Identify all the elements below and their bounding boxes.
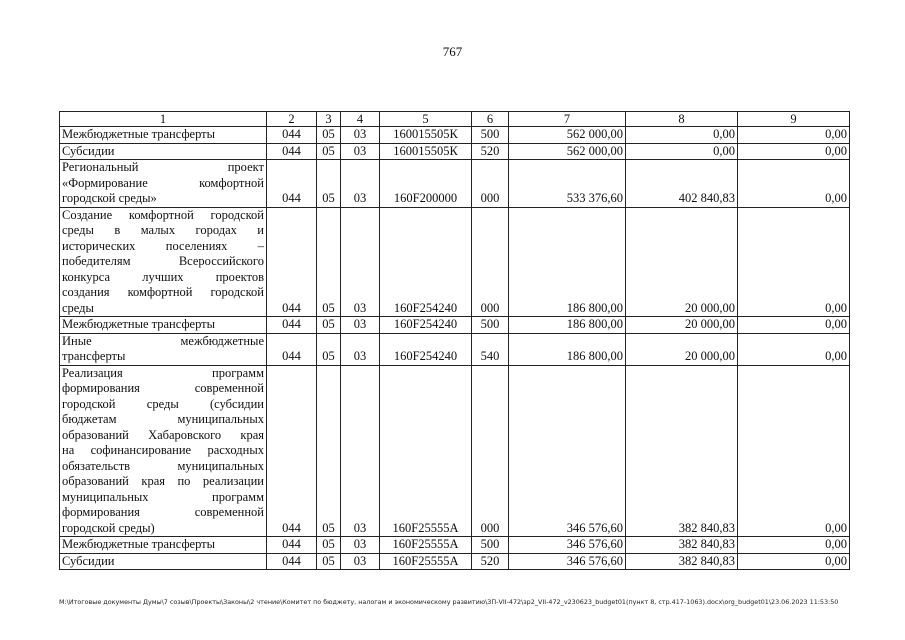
table-row [60, 553, 850, 570]
cell-c8: 20 000,00 [626, 207, 738, 317]
row-name-cell [60, 127, 267, 144]
row-name-line: Реализация программ [62, 365, 264, 380]
table-row [60, 333, 850, 365]
header-cell: 2 [267, 112, 317, 127]
row-name-line: конкурса лучших проектов [62, 269, 264, 284]
cell-c2: 044 [267, 207, 317, 317]
row-name-line: среды [62, 300, 94, 315]
cell-c4: 03 [341, 143, 380, 160]
cell-c9: 0,00 [738, 317, 850, 334]
row-name-line: «Формирование комфортной [62, 175, 264, 190]
header-row [60, 112, 850, 127]
cell-c8: 0,00 [626, 143, 738, 160]
cell-c7: 346 576,60 [509, 537, 626, 554]
cell-c7: 346 576,60 [509, 365, 626, 537]
cell-c5: 160F254240 [380, 333, 472, 365]
cell-c4: 03 [341, 537, 380, 554]
row-name-line: бюджетам муниципальных [62, 412, 264, 426]
row-name-line: образований края по реализации [62, 474, 264, 488]
row-name-line: формирования современной [62, 505, 264, 519]
cell-c4: 03 [341, 317, 380, 334]
table-row [60, 537, 850, 554]
cell-c3: 05 [317, 553, 341, 570]
cell-c6: 540 [472, 333, 509, 365]
cell-c8: 0,00 [626, 127, 738, 144]
cell-c8: 382 840,83 [626, 537, 738, 554]
cell-c6: 520 [472, 143, 509, 160]
cell-c7: 562 000,00 [509, 143, 626, 160]
cell-c5: 160F200000 [380, 160, 472, 208]
header-cell: 5 [380, 112, 472, 127]
row-name-line: Межбюджетные трансферты [62, 537, 216, 551]
cell-c8: 20 000,00 [626, 317, 738, 334]
table-row [60, 143, 850, 160]
row-name-cell [60, 207, 267, 317]
row-name-line: Субсидии [62, 553, 115, 568]
cell-c2: 044 [267, 160, 317, 208]
table-row [60, 317, 850, 334]
row-name-cell [60, 160, 267, 208]
cell-c5: 160F254240 [380, 317, 472, 334]
cell-c9: 0,00 [738, 537, 850, 554]
cell-c5: 160F254240 [380, 207, 472, 317]
table-row [60, 160, 850, 208]
cell-c2: 044 [267, 553, 317, 570]
cell-c2: 044 [267, 537, 317, 554]
row-name-cell [60, 553, 267, 570]
cell-c6: 500 [472, 127, 509, 144]
cell-c4: 03 [341, 365, 380, 537]
row-name-line: исторических поселениях – [62, 238, 264, 253]
header-cell: 9 [738, 112, 850, 127]
cell-c9: 0,00 [738, 160, 850, 208]
row-name-line: на софинансирование расходных [62, 443, 264, 457]
cell-c6: 000 [472, 160, 509, 208]
row-name-line: победителям Всероссийского [62, 254, 264, 268]
row-name-line: Создание комфортной городской [62, 207, 264, 222]
cell-c3: 05 [317, 317, 341, 334]
budget-table [59, 111, 850, 570]
cell-c6: 520 [472, 553, 509, 570]
row-name-line: создания комфортной городской [62, 285, 264, 299]
cell-c3: 05 [317, 333, 341, 365]
cell-c9: 0,00 [738, 365, 850, 537]
cell-c5: 160015505К [380, 143, 472, 160]
row-name-line: трансферты [62, 349, 126, 363]
row-name-line: городской среды» [62, 191, 157, 205]
cell-c7: 186 800,00 [509, 333, 626, 365]
cell-c3: 05 [317, 365, 341, 537]
cell-c3: 05 [317, 127, 341, 144]
row-name-line: муниципальных программ [62, 489, 264, 504]
cell-c9: 0,00 [738, 333, 850, 365]
row-name-line: образований Хабаровского края [62, 427, 264, 442]
header-cell: 4 [341, 112, 380, 127]
table-row [60, 207, 850, 317]
cell-c9: 0,00 [738, 143, 850, 160]
cell-c3: 05 [317, 207, 341, 317]
cell-c3: 05 [317, 537, 341, 554]
cell-c8: 382 840,83 [626, 365, 738, 537]
cell-c9: 0,00 [738, 207, 850, 317]
cell-c8: 382 840,83 [626, 553, 738, 570]
cell-c5: 160F25555А [380, 365, 472, 537]
row-name-cell [60, 365, 267, 537]
cell-c8: 20 000,00 [626, 333, 738, 365]
file-path-footer: M:\Итоговые документы Думы\7 созыв\Проекты\Законы\2 чтение\Комитет по бюджету, налогам и экономическому развитию\ЗП-VII-472\зр2_VII-472_v230623_budget01(пункт 8, стр.417-1063).docx\org_budget01\23.06.2023 11:53:50 [59, 598, 839, 606]
cell-c2: 044 [267, 127, 317, 144]
cell-c5: 160015505К [380, 127, 472, 144]
cell-c2: 044 [267, 365, 317, 537]
cell-c5: 160F25555А [380, 537, 472, 554]
row-name-cell [60, 333, 267, 365]
cell-c7: 346 576,60 [509, 553, 626, 570]
table-row [60, 127, 850, 144]
page-number: 767 [442, 44, 463, 59]
row-name-cell [60, 317, 267, 334]
cell-c7: 186 800,00 [509, 317, 626, 334]
cell-c9: 0,00 [738, 553, 850, 570]
cell-c3: 05 [317, 160, 341, 208]
row-name-line: городской среды) [62, 520, 155, 535]
row-name-line: обязательств муниципальных [62, 458, 264, 473]
cell-c7: 533 376,60 [509, 160, 626, 208]
cell-c7: 186 800,00 [509, 207, 626, 317]
row-name-line: Межбюджетные трансферты [62, 127, 216, 141]
table-row [60, 365, 850, 537]
row-name-line: городской среды (субсидии [62, 396, 264, 411]
row-name-line: Иные межбюджетные [62, 333, 264, 348]
cell-c5: 160F25555А [380, 553, 472, 570]
cell-c4: 03 [341, 333, 380, 365]
cell-c2: 044 [267, 333, 317, 365]
cell-c6: 000 [472, 365, 509, 537]
row-name-cell [60, 537, 267, 554]
cell-c6: 000 [472, 207, 509, 317]
cell-c6: 500 [472, 537, 509, 554]
row-name-line: Региональный проект [62, 160, 264, 174]
header-cell: 1 [60, 112, 267, 127]
row-name-line: формирования современной [62, 381, 264, 395]
cell-c8: 402 840,83 [626, 160, 738, 208]
header-cell: 6 [472, 112, 509, 127]
header-cell: 3 [317, 112, 341, 127]
cell-c4: 03 [341, 553, 380, 570]
row-name-line: Субсидии [62, 143, 115, 158]
header-cell: 7 [509, 112, 626, 127]
cell-c3: 05 [317, 143, 341, 160]
cell-c4: 03 [341, 160, 380, 208]
cell-c4: 03 [341, 207, 380, 317]
cell-c2: 044 [267, 143, 317, 160]
cell-c4: 03 [341, 127, 380, 144]
cell-c7: 562 000,00 [509, 127, 626, 144]
row-name-line: среды в малых городах и [62, 223, 264, 237]
row-name-line: Межбюджетные трансферты [62, 317, 216, 331]
cell-c2: 044 [267, 317, 317, 334]
header-cell: 8 [626, 112, 738, 127]
cell-c9: 0,00 [738, 127, 850, 144]
row-name-cell [60, 143, 267, 160]
cell-c6: 500 [472, 317, 509, 334]
